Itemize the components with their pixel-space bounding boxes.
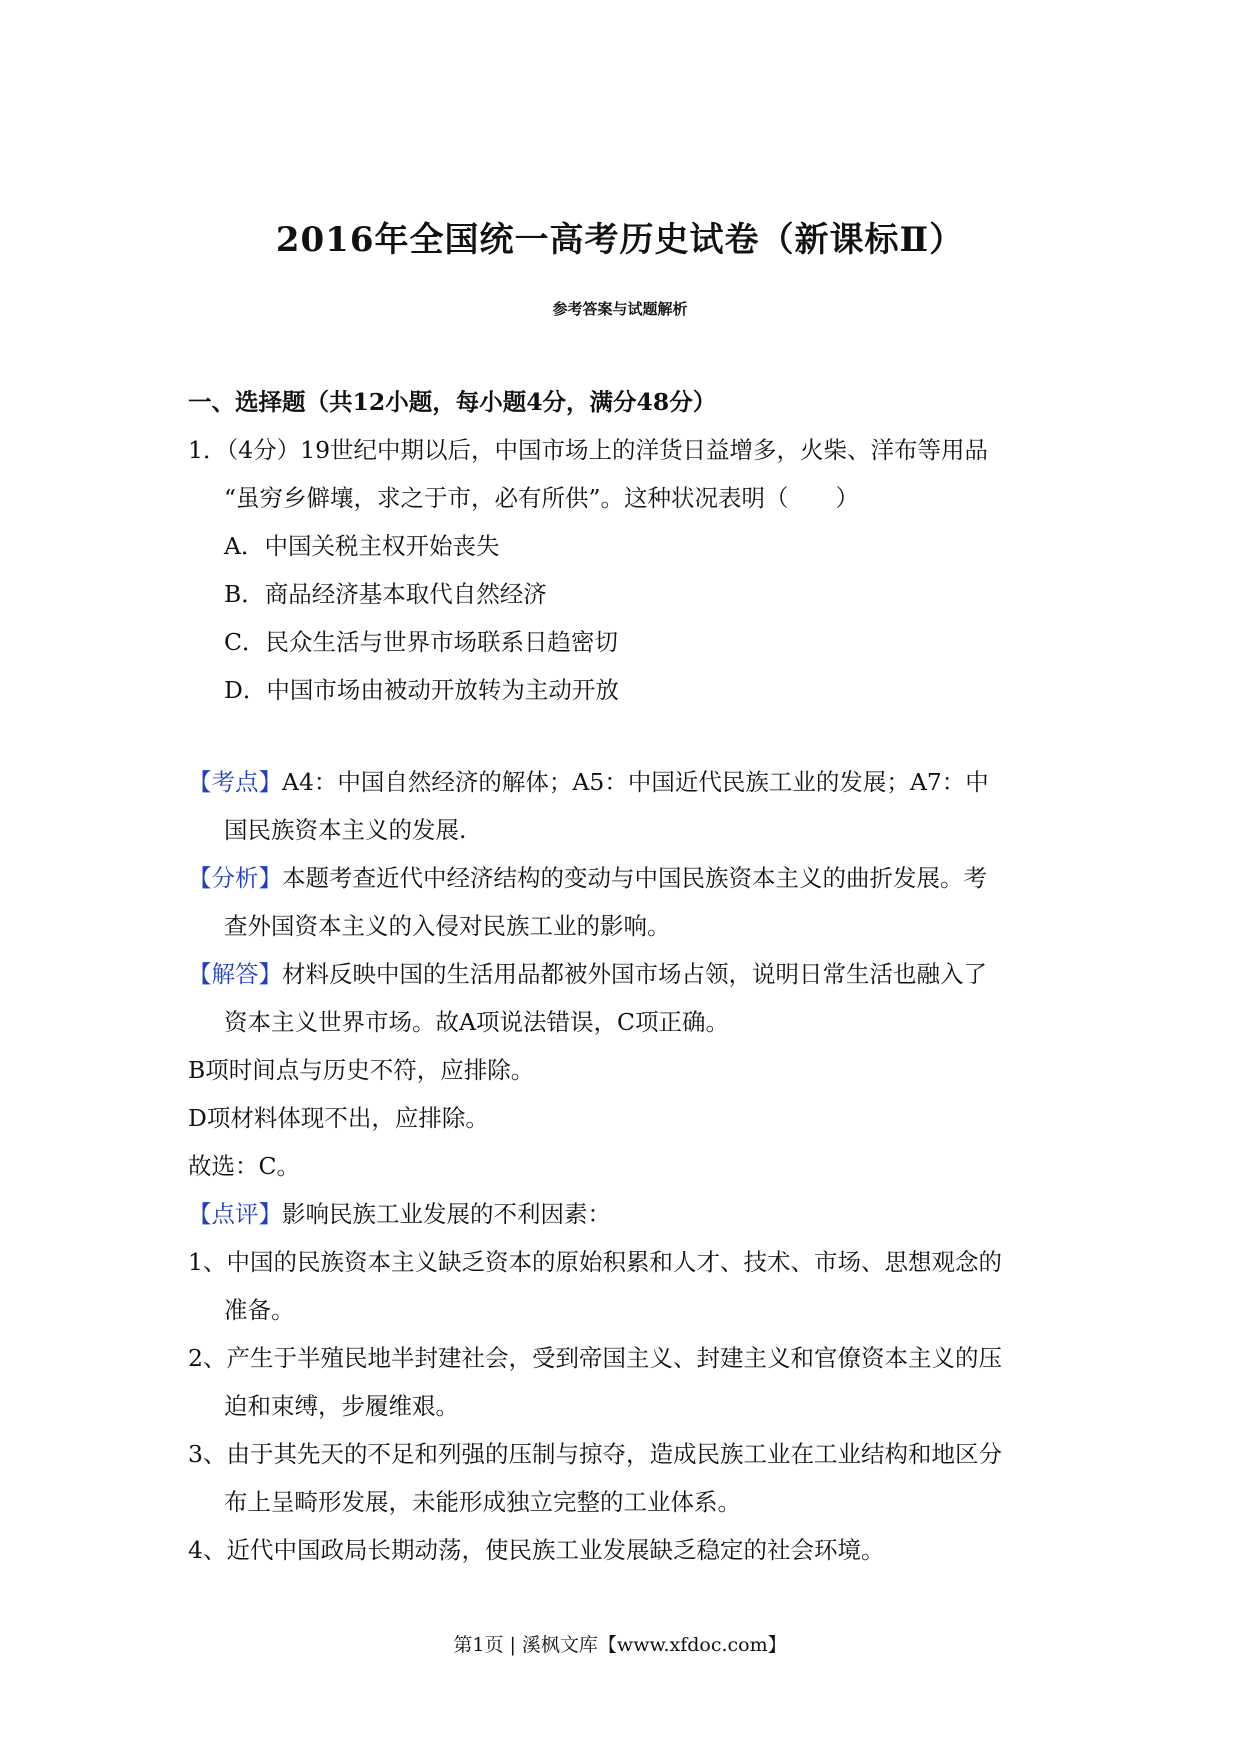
page-title: 2016年全国统一高考历史试卷（新课标Ⅱ） bbox=[275, 220, 965, 260]
question-1 bbox=[188, 426, 1060, 714]
page-subtitle: 参考答案与试题解析 bbox=[552, 300, 688, 318]
option-d: D．中国市场由被动开放转为主动开放 bbox=[224, 676, 619, 704]
dianping-text: 影响民族工业发展的不利因素： bbox=[282, 1200, 611, 1228]
jieda-tag: 【解答】 bbox=[188, 960, 282, 988]
jieda-b-note: B项时间点与历史不符，应排除。 bbox=[188, 1056, 535, 1084]
dianping-item-1: 1、中国的民族资本主义缺乏资本的原始积累和人才、技术、市场、思想观念的 bbox=[188, 1248, 1002, 1276]
jieda-d-note: D项材料体现不出，应排除。 bbox=[188, 1104, 489, 1132]
dianping-tag: 【点评】 bbox=[188, 1200, 282, 1228]
fenxi-block bbox=[188, 854, 1060, 950]
fenxi-text: 本题考查近代中经济结构的变动与中国民族资本主义的曲折发展。考 bbox=[282, 864, 987, 892]
fenxi-text-cont: 查外国资本主义的入侵对民族工业的影响。 bbox=[224, 912, 671, 940]
question-stem-line2: “虽穷乡僻壤，求之于市，必有所供”。这种状况表明（ ） bbox=[224, 484, 860, 512]
document-body bbox=[188, 378, 1060, 1574]
kaodian-text-cont: 国民族资本主义的发展. bbox=[224, 816, 467, 844]
dianping-item-1-cont: 准备。 bbox=[224, 1296, 295, 1324]
fenxi-tag: 【分析】 bbox=[188, 864, 282, 892]
jieda-text: 材料反映中国的生活用品都被外国市场占领，说明日常生活也融入了 bbox=[282, 960, 987, 988]
dianping-item-3-cont: 布上呈畸形发展，未能形成独立完整的工业体系。 bbox=[224, 1488, 741, 1516]
kaodian-block bbox=[188, 758, 1060, 854]
dianping-block bbox=[188, 1190, 1060, 1574]
page-footer: 第1页 | 溪枫文库【www.xfdoc.com】 bbox=[453, 1634, 787, 1656]
option-c: C．民众生活与世界市场联系日趋密切 bbox=[224, 628, 618, 656]
kaodian-tag: 【考点】 bbox=[188, 768, 282, 796]
jieda-block bbox=[188, 950, 1060, 1190]
dianping-item-3: 3、由于其先天的不足和列强的压制与掠夺，造成民族工业在工业结构和地区分 bbox=[188, 1440, 1002, 1468]
question-stem-line1: 1．（4分）19世纪中期以后，中国市场上的洋货日益增多，火柴、洋布等用品 bbox=[188, 436, 989, 464]
dianping-item-2-cont: 迫和束缚，步履维艰。 bbox=[224, 1392, 459, 1420]
kaodian-text: A4：中国自然经济的解体；A5：中国近代民族工业的发展；A7：中 bbox=[282, 768, 989, 796]
section-heading: 一、选择题（共12小题，每小题4分，满分48分） bbox=[188, 388, 717, 416]
dianping-item-2: 2、产生于半殖民地半封建社会，受到帝国主义、封建主义和官僚资本主义的压 bbox=[188, 1344, 1002, 1372]
dianping-item-4: 4、近代中国政局长期动荡，使民族工业发展缺乏稳定的社会环境。 bbox=[188, 1536, 885, 1564]
answer-choice: 故选：C。 bbox=[188, 1152, 300, 1180]
jieda-text-cont: 资本主义世界市场。故A项说法错误，C项正确。 bbox=[224, 1008, 729, 1036]
option-b: B．商品经济基本取代自然经济 bbox=[224, 580, 547, 608]
option-a: A．中国关税主权开始丧失 bbox=[224, 532, 500, 560]
